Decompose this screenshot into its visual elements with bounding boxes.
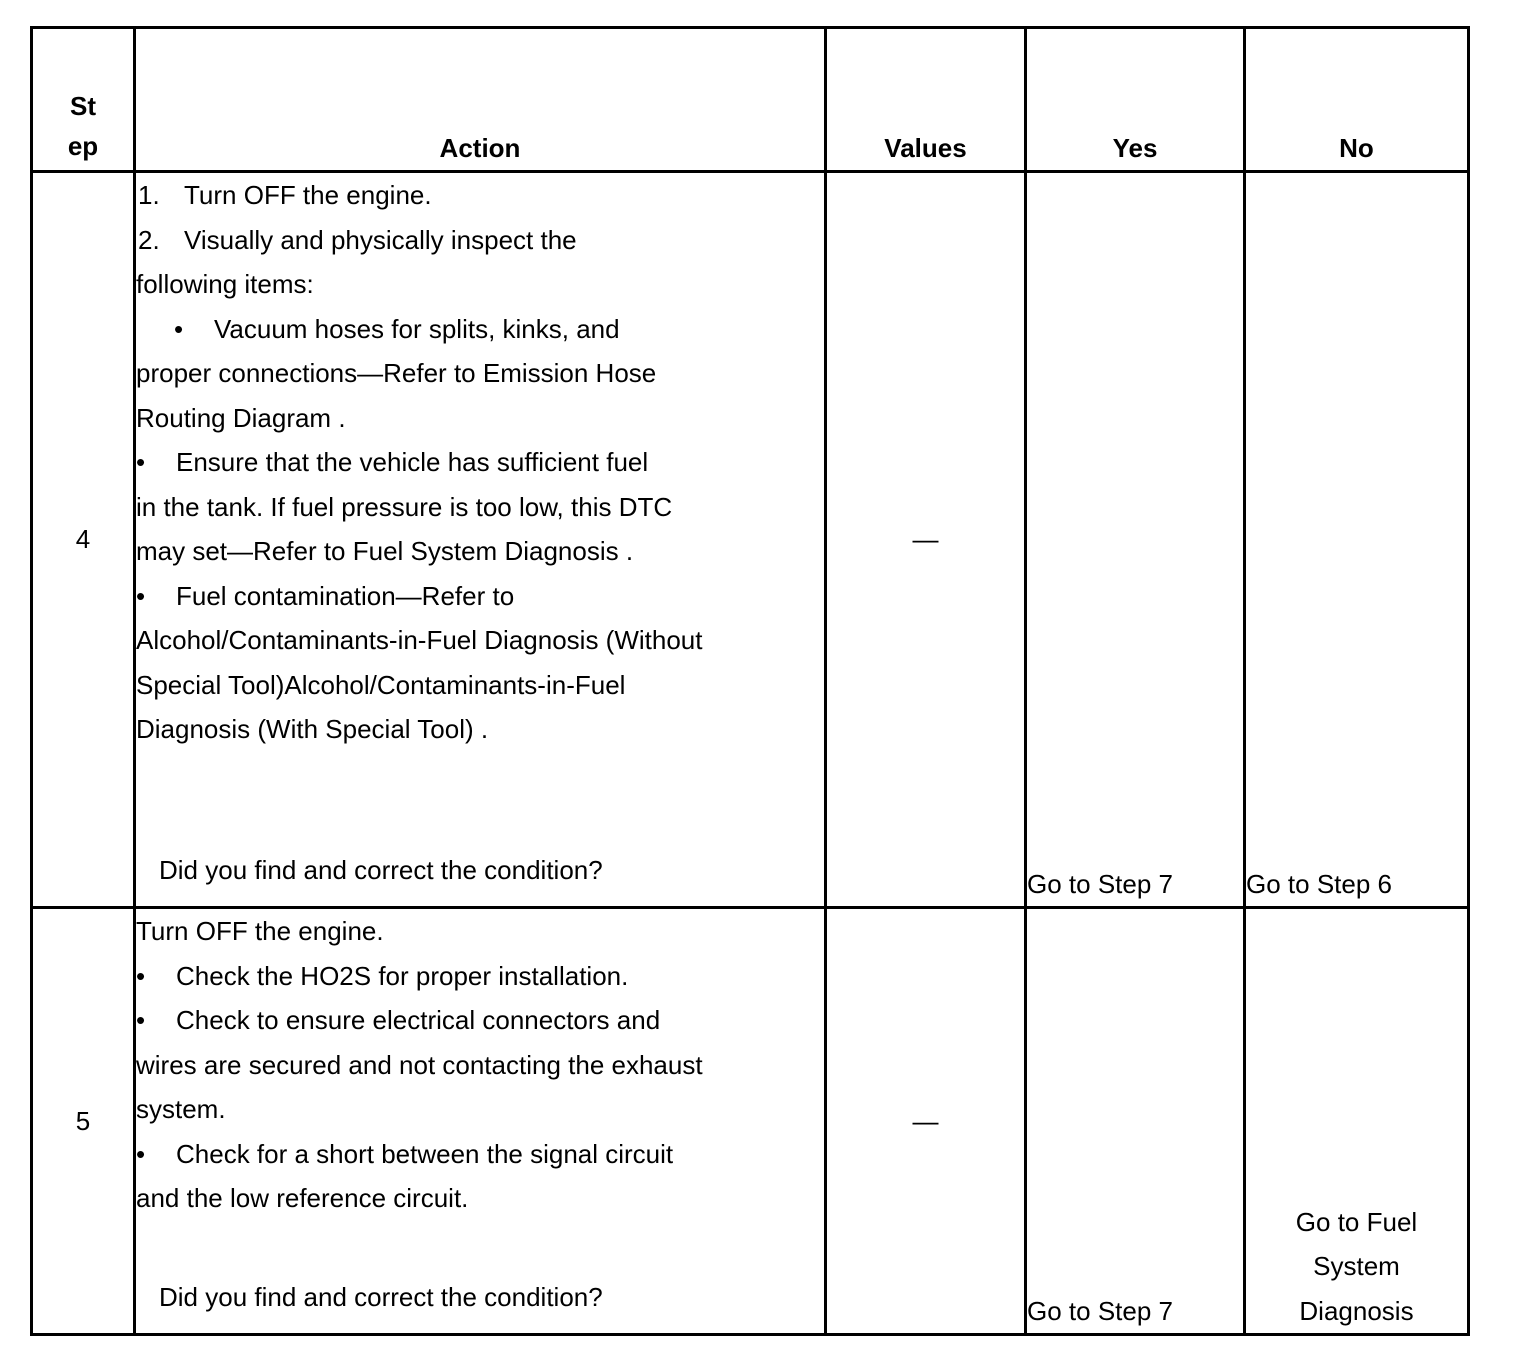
action-line: Turn OFF the engine. [136,916,384,946]
list-number: 2. [138,224,160,255]
table-header-row [32,28,1469,172]
header-values: Values [826,28,1026,172]
action-cell [135,172,826,908]
diagnostic-table [30,26,1470,1336]
action-line: wires are secured and not contacting the exhaust [136,1049,703,1080]
question-text: Did you find and correct the condition? [159,854,603,885]
header-step-line2: ep [67,131,99,161]
action-line: Diagnosis (With Special Tool) . [136,714,489,744]
diagnostic-table-container [30,26,1467,1332]
action-line: system. [136,1094,226,1124]
action-line: following items: [136,269,314,299]
header-action: Action [135,28,826,172]
table-row-step-5 [32,908,1469,1335]
action-line: • Ensure that the vehicle has sufficient fuel [136,440,824,485]
action-line: and the low reference circuit. [136,1183,469,1213]
header-no: No [1245,28,1469,172]
action-line: Special Tool)Alcohol/Contaminants-in-Fuel [136,669,626,700]
table-row-step-4 [32,172,1469,908]
action-line: Routing Diagram . [136,402,346,433]
header-step [32,28,135,172]
step-number: 4 [32,172,135,908]
action-line: proper connections—Refer to Emission Hose [136,358,657,388]
header-step-line1: St [70,91,96,121]
no-cell: Go to Step 6 [1245,172,1469,908]
action-line: in the tank. If fuel pressure is too low, this DTC [136,491,673,522]
no-cell-line: System [1313,1251,1400,1281]
action-line: 2. Visually and physically inspect the [136,218,824,263]
action-line: • Check to ensure electrical connectors and [136,998,824,1043]
no-cell [1245,908,1469,1335]
bullet: • [174,313,184,344]
bullet: • [136,1138,146,1169]
bullet: • [136,1005,146,1035]
action-line: • Vacuum hoses for splits, kinks, and [136,307,824,352]
step-number: 5 [32,908,135,1335]
header-yes: Yes [1026,28,1245,172]
no-cell-line: Diagnosis [1299,1295,1414,1326]
action-line: may set—Refer to Fuel System Diagnosis . [136,536,634,566]
bullet: • [136,580,146,611]
values-cell: — [826,172,1026,908]
action-cell [135,908,826,1335]
action-line: • Check for a short between the signal circuit [136,1132,824,1177]
bullet: • [136,960,146,991]
yes-cell: Go to Step 7 [1026,908,1245,1335]
values-cell: — [826,908,1026,1335]
question-text: Did you find and correct the condition? [159,1281,603,1312]
yes-cell: Go to Step 7 [1026,172,1245,908]
bullet: • [136,447,146,477]
action-line: • Check the HO2S for proper installation. [136,954,824,999]
action-line: • Fuel contamination—Refer to [136,574,824,619]
list-number: 1. [138,180,160,210]
no-cell-line: Go to Fuel [1295,1206,1418,1237]
action-line: 1. Turn OFF the engine. [136,173,824,218]
action-line: Alcohol/Contaminants-in-Fuel Diagnosis (Without [136,625,703,655]
